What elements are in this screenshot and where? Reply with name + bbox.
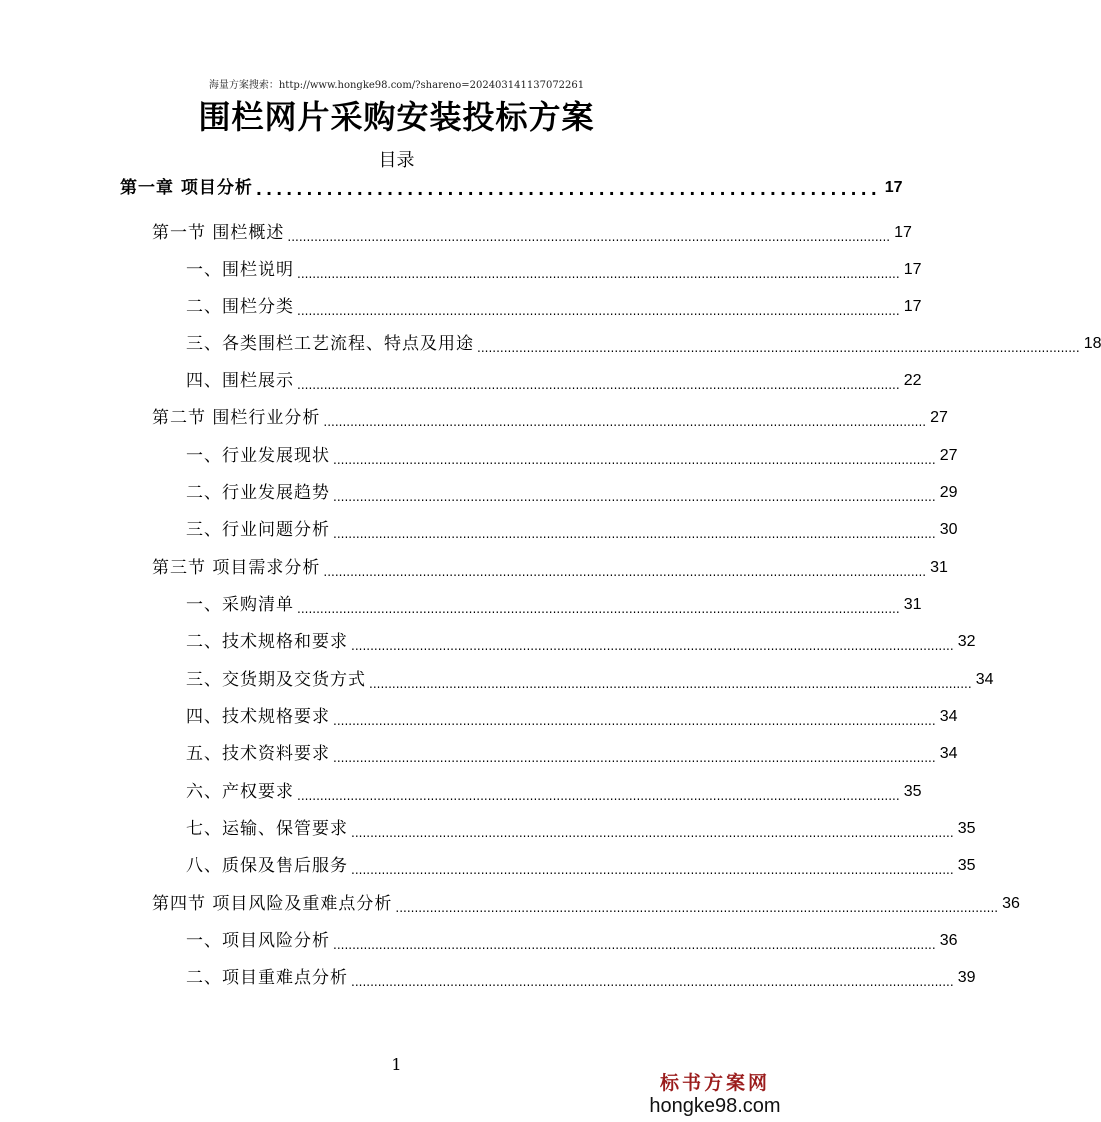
toc-entry-item[interactable] [186, 592, 922, 616]
toc-entry-item[interactable] [186, 704, 958, 728]
toc-entry-label: 二、行业发展趋势 [186, 483, 330, 503]
toc-entry-label: 第四节 项目风险及重难点分析 [152, 894, 393, 914]
toc-entry-label: 六、产权要求 [186, 782, 294, 802]
toc-entry-item[interactable] [186, 667, 994, 691]
toc-leader-dots: .............................................................................................................................................................. [333, 714, 936, 728]
toc-entry-page: 36 [1002, 895, 1020, 912]
watermark-en-text: hongke98.com [649, 1095, 781, 1117]
toc-entry-section[interactable] [152, 555, 948, 579]
toc-leader-dots: .............................................................................................................................................................. [333, 938, 936, 952]
toc-entry-section[interactable] [152, 220, 912, 244]
toc-entry-page: 27 [930, 409, 948, 426]
toc-leader-dots: .............................................................................................................................................................. [351, 639, 954, 653]
toc-entry-page: 30 [939, 521, 958, 538]
toc-entry-page: 17 [884, 179, 903, 196]
toc-leader-dots: .............................................................................................................................................................. [477, 341, 1080, 355]
toc-leader-dots: .............................................................................................................................................................. [333, 527, 936, 541]
toc-entry-label: 八、质保及售后服务 [186, 856, 348, 876]
toc-entry-page: 35 [957, 820, 976, 837]
toc-entry-page: 22 [903, 372, 922, 389]
toc-entry-page: 29 [939, 484, 958, 501]
toc-entry-item[interactable] [186, 853, 976, 877]
toc-leader-dots: .............................................................................................................................................................. [351, 863, 954, 877]
toc-entry-label: 第一章 项目分析 [120, 178, 253, 198]
toc-leader-dots: .............................................................................................................................................................. [351, 826, 954, 840]
toc-entry-label: 二、技术规格和要求 [186, 632, 348, 652]
toc-entry-label: 第三节 项目需求分析 [152, 558, 321, 578]
toc-entry-label: 四、围栏展示 [186, 371, 294, 391]
document-title: 围栏网片采购安装投标方案 [198, 98, 595, 136]
toc-entry-label: 第二节 围栏行业分析 [152, 408, 321, 428]
toc-entry-label: 五、技术资料要求 [186, 744, 330, 764]
toc-leader-dots: .............................................................................................................................................................. [323, 415, 927, 429]
watermark-logo [640, 1068, 790, 1118]
toc-leader-dots: .............................................................................................................................................................. [395, 901, 999, 915]
toc-entry-page: 31 [930, 559, 948, 576]
toc-leader-dots: .............................................................................................................................................................. [351, 975, 954, 989]
toc-entry-page: 34 [939, 745, 958, 762]
toc-leader-dots: .............................................................................................................................................................. [297, 304, 900, 318]
toc-leader-dots: .............................................................................................................................................................. [333, 751, 936, 765]
toc-leader-dots: .............................................................................................................................................................. [297, 602, 900, 616]
toc-entry-page: 36 [939, 932, 958, 949]
toc-leader-dots: .............................................................................................................................................................. [297, 789, 900, 803]
toc-entry-page: 35 [957, 857, 976, 874]
toc-entry-label: 三、各类围栏工艺流程、特点及用途 [186, 334, 474, 354]
toc-entry-item[interactable] [186, 517, 958, 541]
toc-entry-label: 二、围栏分类 [186, 297, 294, 317]
header-url: 海量方案搜索：http://www.hongke98.com/?shareno=202403141137072261 [208, 80, 585, 91]
toc-entry-item[interactable] [186, 965, 976, 989]
toc-entry-item[interactable] [186, 368, 922, 392]
toc-entry-item[interactable] [186, 257, 922, 281]
toc-entry-item[interactable] [186, 443, 958, 467]
toc-entry-item[interactable] [186, 629, 976, 653]
toc-leader-dots: .............................................................................................................................................................. [297, 267, 900, 281]
toc-entry-section[interactable] [152, 405, 948, 429]
toc-entry-page: 35 [903, 783, 922, 800]
toc-entry-section[interactable] [152, 891, 1020, 915]
toc-entry-page: 27 [939, 447, 958, 464]
toc-leader-dots: .............................................................. [255, 180, 881, 199]
watermark-cn-text: 标书方案网 [659, 1072, 770, 1094]
toc-leader-dots: .............................................................................................................................................................. [297, 378, 900, 392]
toc-entry-page: 31 [903, 596, 922, 613]
toc-entry-item[interactable] [186, 928, 958, 952]
toc-entry-page: 18 [1083, 335, 1101, 352]
toc-entry-label: 七、运输、保管要求 [186, 819, 348, 839]
toc-leader-dots: .............................................................................................................................................................. [323, 565, 927, 579]
toc-entry-chapter-1[interactable] [120, 175, 903, 199]
toc-entry-item[interactable] [186, 294, 922, 318]
toc-entry-label: 一、行业发展现状 [186, 446, 330, 466]
toc-entry-label: 第一节 围栏概述 [152, 223, 285, 243]
toc-entry-page: 17 [903, 298, 922, 315]
toc-entry-page: 32 [957, 633, 976, 650]
toc-leader-dots: .............................................................................................................................................................. [287, 230, 891, 244]
toc-heading: 目录 [378, 150, 415, 171]
toc-entry-label: 一、采购清单 [186, 595, 294, 615]
toc-entry-page: 34 [939, 708, 958, 725]
toc-leader-dots: .............................................................................................................................................................. [369, 677, 972, 691]
toc-entry-item[interactable] [186, 331, 1101, 355]
toc-entry-label: 四、技术规格要求 [186, 707, 330, 727]
toc-entry-label: 三、交货期及交货方式 [186, 670, 366, 690]
toc-leader-dots: .............................................................................................................................................................. [333, 453, 936, 467]
toc-entry-page: 39 [957, 969, 976, 986]
toc-entry-item[interactable] [186, 741, 958, 765]
toc-entry-label: 一、项目风险分析 [186, 931, 330, 951]
toc-entry-item[interactable] [186, 779, 922, 803]
toc-entry-page: 34 [975, 671, 994, 688]
toc-entry-label: 三、行业问题分析 [186, 520, 330, 540]
toc-entry-item[interactable] [186, 480, 958, 504]
toc-entry-label: 二、项目重难点分析 [186, 968, 348, 988]
toc-entry-page: 17 [894, 224, 912, 241]
toc-entry-item[interactable] [186, 816, 976, 840]
toc-entry-label: 一、围栏说明 [186, 260, 294, 280]
page-number: 1 [391, 1055, 402, 1074]
toc-entry-page: 17 [903, 261, 922, 278]
toc-leader-dots: .............................................................................................................................................................. [333, 490, 936, 504]
